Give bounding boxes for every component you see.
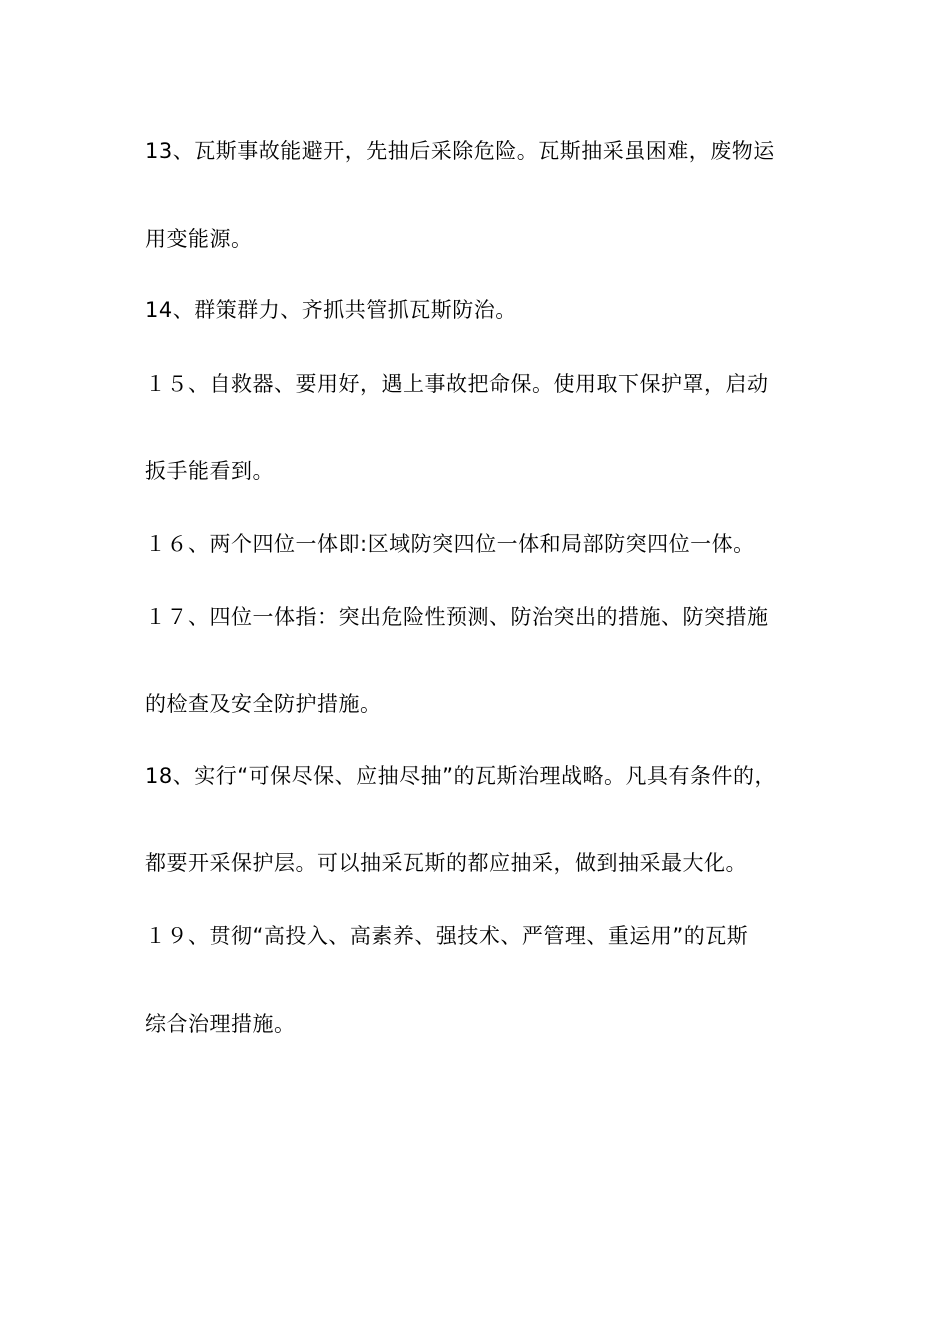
item-13-line-2: 用变能源。 (145, 227, 253, 251)
item-15-line-1: １５、自救器、要用好，遇上事故把命保。使用取下保护罩，启动 (145, 372, 769, 396)
item-15-line-2: 扳手能看到。 (145, 459, 274, 483)
item-14-line-1: 14、群策群力、齐抓共管抓瓦斯防治。 (145, 298, 517, 322)
item-18-line-2: 都要开采保护层。可以抽采瓦斯的都应抽采，做到抽采最大化。 (145, 851, 747, 875)
item-13-line-1: 13、瓦斯事故能避开，先抽后采除危险。瓦斯抽采虽困难，废物运 (145, 139, 775, 163)
item-18-line-1: 18、实行“可保尽保、应抽尽抽”的瓦斯治理战略。凡具有条件的， (145, 764, 776, 788)
item-19-line-1: １９、贯彻“高投入、高素养、强技术、严管理、重运用”的瓦斯 (145, 924, 749, 948)
item-17-line-1: １７、四位一体指：突出危险性预测、防治突出的措施、防突措施 (145, 605, 769, 629)
item-16-line-1: １６、两个四位一体即:区域防突四位一体和局部防突四位一体。 (145, 532, 755, 556)
item-17-line-2: 的检查及安全防护措施。 (145, 692, 382, 716)
item-19-line-2: 综合治理措施。 (145, 1012, 296, 1036)
